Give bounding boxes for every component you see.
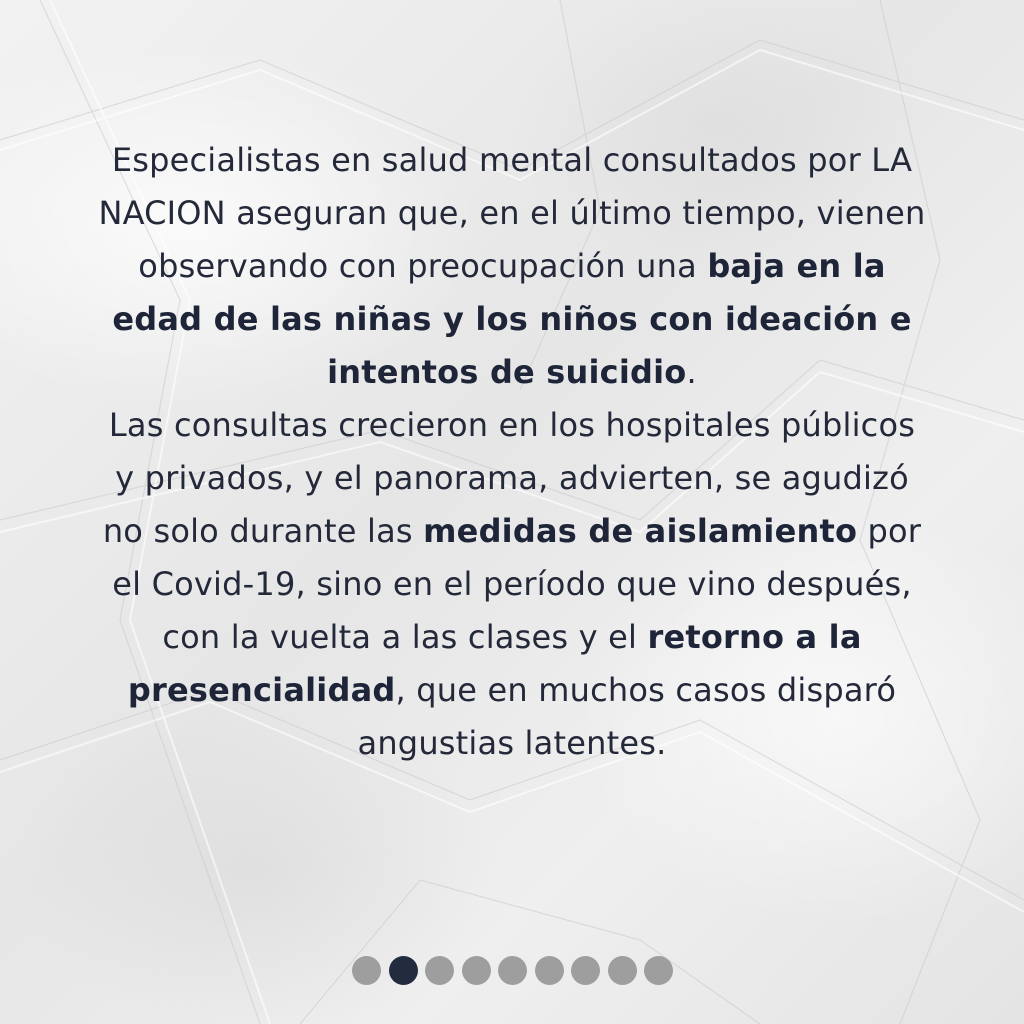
pagination-dot[interactable] xyxy=(462,956,491,985)
pagination-dot[interactable] xyxy=(535,956,564,985)
text-segment: Las consultas crecieron en los hospitales públicos y privados, y el panorama, advierten, se agudizó no solo durante las xyxy=(102,406,916,550)
pagination-dot[interactable] xyxy=(425,956,454,985)
pagination-dot-active[interactable] xyxy=(389,956,418,985)
text-segment: por el Covid-19, sino en el período que vino después, con la vuelta a las clases y el xyxy=(112,512,922,656)
highlighted-phrase: medidas de aislamiento xyxy=(423,512,858,550)
text-segment: . xyxy=(686,353,697,391)
text-segment: , que en muchos casos disparó angustias latentes. xyxy=(357,671,897,762)
pagination-dot[interactable] xyxy=(352,956,381,985)
carousel-pagination xyxy=(352,956,673,985)
slide-paragraph xyxy=(96,134,928,770)
highlighted-phrase: retorno a la presencialidad xyxy=(127,618,862,709)
pagination-dot[interactable] xyxy=(498,956,527,985)
pagination-dot[interactable] xyxy=(608,956,637,985)
highlighted-phrase: baja en la edad de las niñas y los niños con ideación e intentos de suicidio xyxy=(112,247,912,391)
pagination-dot[interactable] xyxy=(644,956,673,985)
text-segment: Especialistas en salud mental consultados por LA NACION aseguran que, en el último tiempo, vienen observando con preocupación una xyxy=(98,141,926,285)
pagination-dot[interactable] xyxy=(571,956,600,985)
